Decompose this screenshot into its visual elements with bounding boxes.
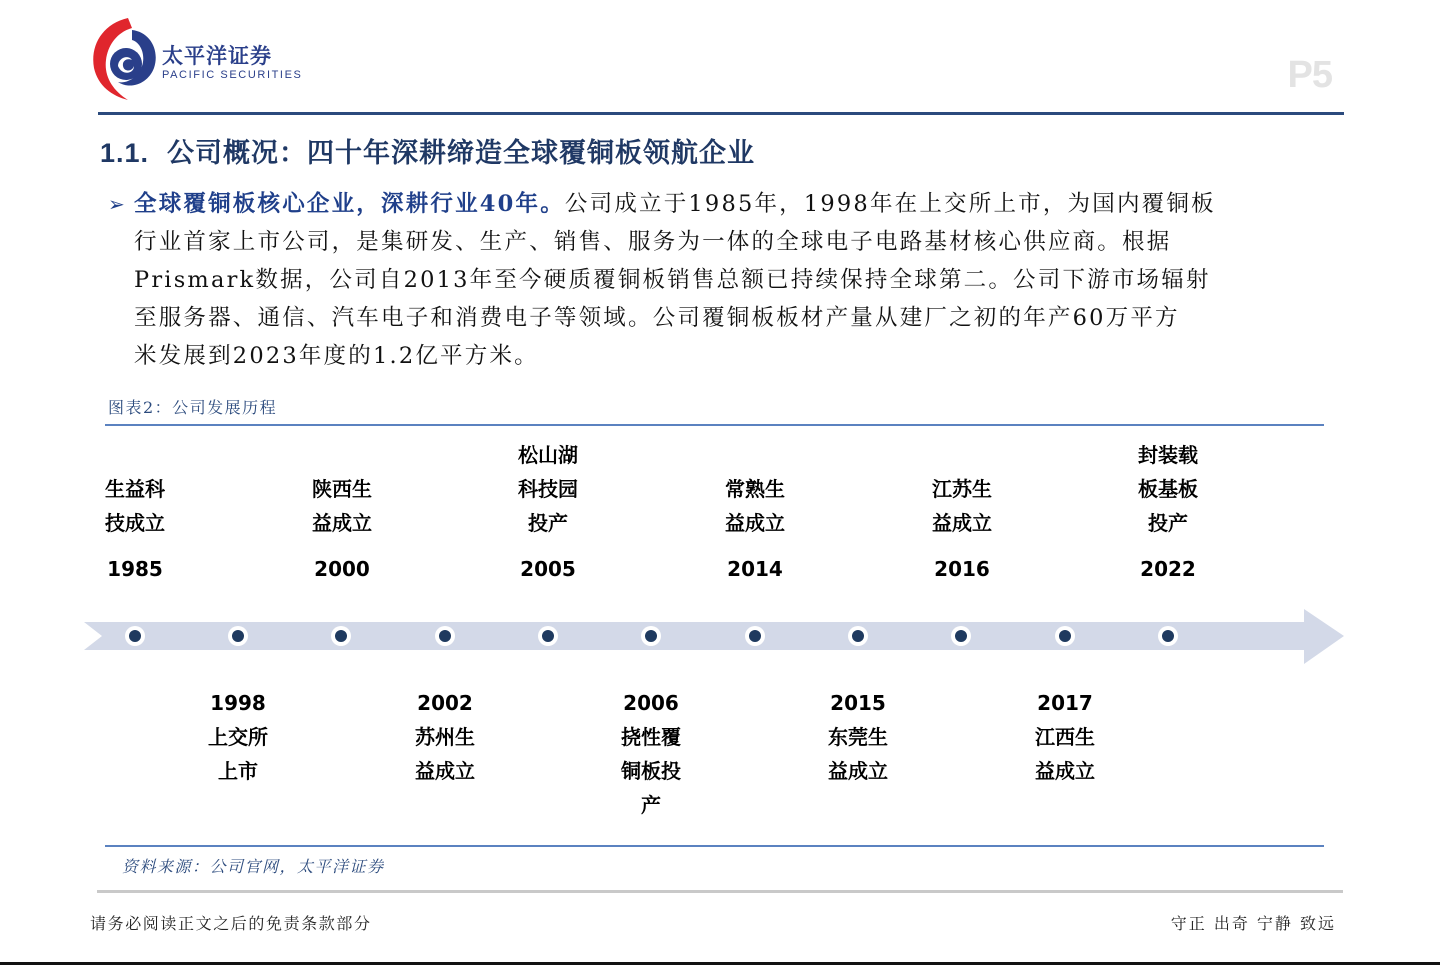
event-label: 板基板 <box>1138 477 1198 501</box>
event-label: 益成立 <box>415 759 475 783</box>
timeline-dot <box>1055 626 1075 646</box>
footer-divider <box>97 890 1343 893</box>
event-label: 上市 <box>218 759 258 783</box>
timeline-dot <box>538 626 558 646</box>
timeline-event-2000 <box>282 472 402 586</box>
section-title-text: 公司概况：四十年深耕缔造全球覆铜板领航企业 <box>167 138 756 169</box>
event-label: 江苏生 <box>932 477 992 501</box>
event-label: 技成立 <box>105 511 165 535</box>
event-year: 2000 <box>314 557 370 581</box>
paragraph-line-1 <box>134 185 1318 223</box>
timeline-event-2015 <box>798 686 918 788</box>
timeline-arrow-icon <box>84 607 1346 667</box>
event-label: 益成立 <box>1035 759 1095 783</box>
timeline-event-1998 <box>178 686 298 788</box>
figure-bottom-rule <box>105 845 1324 847</box>
event-label: 益成立 <box>312 511 372 535</box>
timeline-event-2014 <box>695 472 815 586</box>
event-label: 产 <box>641 793 661 817</box>
event-label: 铜板投 <box>621 759 681 783</box>
timeline-dot <box>951 626 971 646</box>
paragraph-line-1-text: 公司成立于1985年，1998年在上交所上市，为国内覆铜板 <box>564 191 1216 217</box>
figure-top-rule <box>105 424 1324 426</box>
timeline-event-2006 <box>591 686 711 822</box>
timeline-event-2002 <box>385 686 505 788</box>
timeline-event-2005 <box>488 438 608 586</box>
event-year: 1985 <box>107 557 163 581</box>
event-year: 2022 <box>1140 557 1196 581</box>
event-label: 苏州生 <box>415 725 475 749</box>
event-label: 投产 <box>528 511 568 535</box>
event-label: 陕西生 <box>312 477 372 501</box>
body-paragraph <box>108 185 1318 375</box>
timeline-dot <box>125 626 145 646</box>
section-title <box>100 131 755 170</box>
timeline-dot <box>435 626 455 646</box>
disclaimer-text: 请务必阅读正文之后的免责条款部分 <box>90 914 372 933</box>
event-label: 封装载 <box>1138 443 1198 467</box>
event-label: 生益科 <box>105 477 165 501</box>
event-label: 上交所 <box>208 725 268 749</box>
section-number: 1.1. <box>100 138 150 168</box>
company-motto: 守正 出奇 宁静 致远 <box>1170 914 1336 933</box>
timeline-event-2022 <box>1108 438 1228 586</box>
timeline-dot <box>1158 626 1178 646</box>
event-label: 益成立 <box>828 759 888 783</box>
event-year: 2005 <box>520 557 576 581</box>
company-logo <box>88 14 318 100</box>
timeline-dot <box>745 626 765 646</box>
figure-caption: 图表2：公司发展历程 <box>108 398 278 417</box>
event-year: 2006 <box>623 691 679 715</box>
paragraph-line-2: 行业首家上市公司，是集研发、生产、销售、服务为一体的全球电子电路基材核心供应商。根据 <box>134 229 1172 255</box>
figure-source: 资料来源：公司官网，太平洋证券 <box>122 857 385 876</box>
timeline-dot <box>331 626 351 646</box>
event-label: 常熟生 <box>725 477 785 501</box>
event-label: 江西生 <box>1035 725 1095 749</box>
page-number: P5 <box>1287 54 1332 96</box>
logo-chinese-name: 太平洋证券 <box>162 44 272 68</box>
timeline-arrow <box>84 607 1346 667</box>
event-year: 2002 <box>417 691 473 715</box>
arrow-bullet-icon: ➢ <box>108 192 125 216</box>
event-label: 挠性覆 <box>621 725 681 749</box>
event-label: 益成立 <box>725 511 785 535</box>
timeline-dot <box>848 626 868 646</box>
event-year: 2017 <box>1037 691 1093 715</box>
event-label: 科技园 <box>518 477 578 501</box>
paragraph-line-5: 米发展到2023年度的1.2亿平方米。 <box>134 343 539 369</box>
timeline-dot <box>228 626 248 646</box>
event-label: 松山湖 <box>518 443 578 467</box>
event-year: 1998 <box>210 691 266 715</box>
event-year: 2014 <box>727 557 783 581</box>
header-divider <box>98 112 1344 115</box>
logo-mark-icon <box>88 14 158 100</box>
event-year: 2015 <box>830 691 886 715</box>
logo-english-name: PACIFIC SECURITIES <box>162 69 303 81</box>
timeline-event-2016 <box>902 472 1022 586</box>
paragraph-line-3: Prismark数据，公司自2013年至今硬质覆铜板销售总额已持续保持全球第二。公司下游市场辐射 <box>134 267 1211 293</box>
event-label: 东莞生 <box>828 725 888 749</box>
timeline-dot <box>641 626 661 646</box>
timeline-event-1985 <box>75 472 195 586</box>
timeline-event-2017 <box>1005 686 1125 788</box>
event-label: 益成立 <box>932 511 992 535</box>
paragraph-line-4: 至服务器、通信、汽车电子和消费电子等领域。公司覆铜板板材产量从建厂之初的年产60万平方 <box>134 305 1180 331</box>
event-label: 投产 <box>1148 511 1188 535</box>
paragraph-lead: 全球覆铜板核心企业，深耕行业40年。 <box>134 191 565 217</box>
event-year: 2016 <box>934 557 990 581</box>
